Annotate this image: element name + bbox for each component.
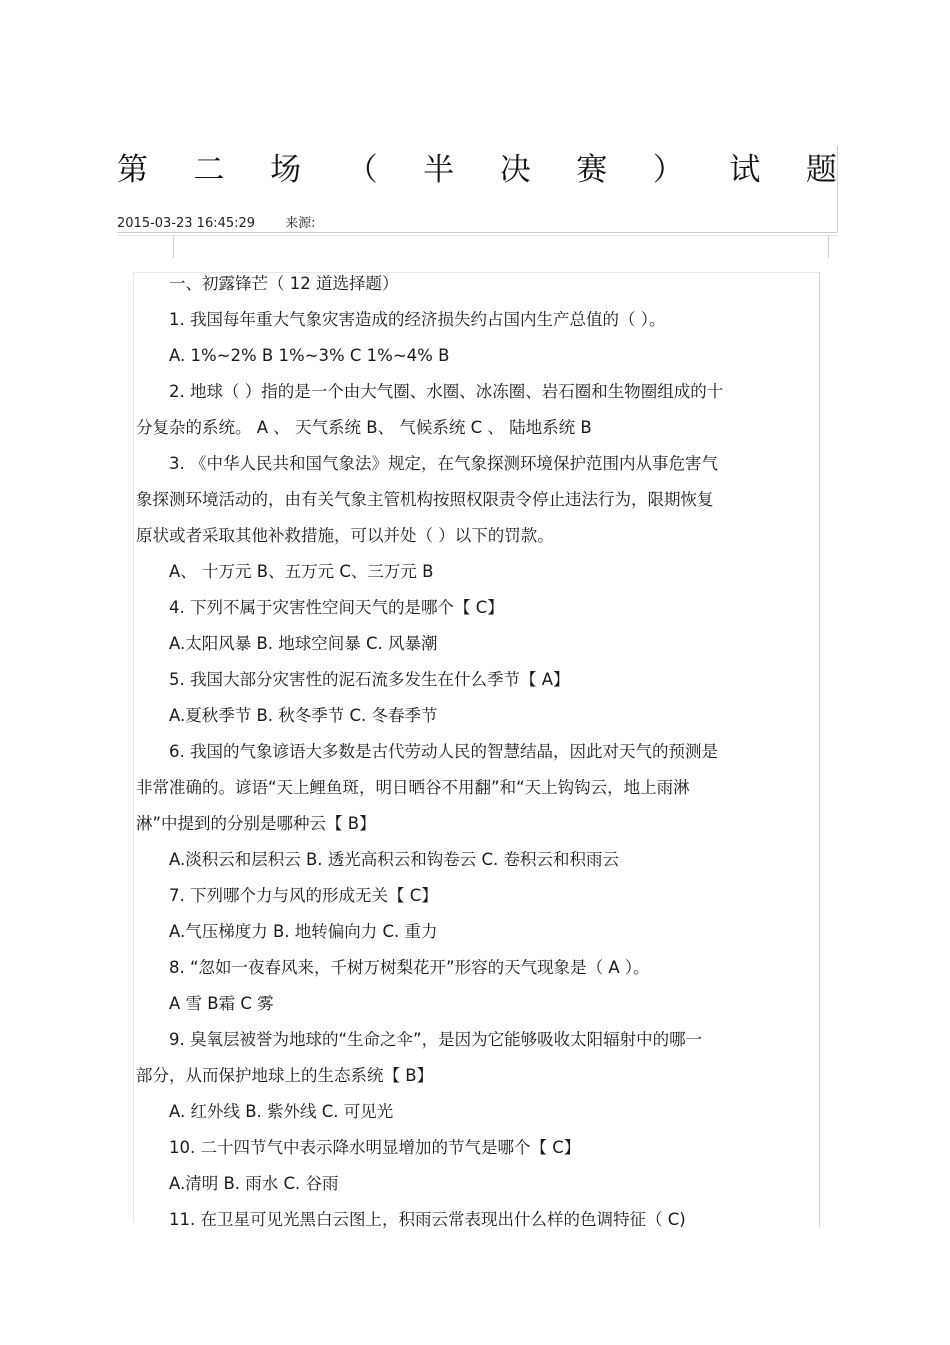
title-char: 二: [193, 151, 225, 188]
content-frame-left: [133, 272, 134, 1222]
text-line: 8. “忽如一夜春风来，千树万树梨花开”形容的天气现象是（ A ）。: [169, 958, 650, 977]
title-char: 决: [499, 151, 531, 188]
text-line: A. 1%~2% B 1%~3% C 1%~4% B: [169, 346, 450, 365]
text-line: 原状或者采取其他补救措施，可以并处（ ）以下的罚款。: [136, 526, 554, 545]
text-line: 6. 我国的气象谚语大多数是古代劳动人民的智慧结晶，因此对天气的预测是: [169, 742, 718, 761]
content-frame-right: [819, 272, 820, 1227]
empty-box-right-border: [828, 236, 829, 258]
text-line: 9. 臭氧层被誉为地球的“生命之伞”，是因为它能够吸收太阳辐射中的哪一: [169, 1030, 703, 1049]
publish-datetime: 2015-03-23 16:45:29: [117, 216, 256, 231]
article-body: [136, 266, 786, 1238]
title-char: 赛: [576, 151, 608, 188]
text-line: A. 红外线 B. 紫外线 C. 可见光: [169, 1102, 394, 1121]
text-line: 分复杂的系统。 A 、 天气系统 B、 气候系统 C 、 陆地系统 B: [136, 418, 592, 437]
meta-divider-secondary: [117, 235, 838, 236]
text-line: 5. 我国大部分灾害性的泥石流多发生在什么季节【 A】: [169, 670, 570, 689]
article-meta: [117, 212, 315, 231]
text-line: 7. 下列哪个力与风的形成无关【 C】: [169, 886, 438, 905]
text-line: 11. 在卫星可见光黑白云图上，积雨云常表现出什么样的色调特征（ C): [169, 1210, 686, 1229]
empty-box-left-border: [173, 236, 174, 258]
title-divider: [837, 146, 838, 232]
text-line: A.淡积云和层积云 B. 透光高积云和钩卷云 C. 卷积云和积雨云: [169, 850, 620, 869]
text-line: A 雪 B霜 C 雾: [169, 994, 274, 1013]
text-line: A、 十万元 B、五万元 C、三万元 B: [169, 562, 434, 581]
text-line: A.清明 B. 雨水 C. 谷雨: [169, 1174, 339, 1193]
text-line: A.太阳风暴 B. 地球空间暴 C. 风暴潮: [169, 634, 438, 653]
title-char: 场: [270, 151, 302, 188]
text-line: 1. 我国每年重大气象灾害造成的经济损失约占国内生产总值的（ ）。: [169, 310, 666, 329]
text-line: 10. 二十四节气中表示降水明显增加的节气是哪个【 C】: [169, 1138, 581, 1157]
meta-divider: [117, 232, 838, 233]
text-line: A.夏秋季节 B. 秋冬季节 C. 冬春季节: [169, 706, 438, 725]
title-char: （: [346, 151, 378, 188]
title-char: 第: [117, 151, 148, 188]
text-line: 3. 《中华人民共和国气象法》规定，在气象探测环境保护范围内从事危害气: [169, 454, 718, 473]
source-label: 来源:: [285, 216, 316, 231]
text-line: 一、初露锋芒（ 12 道选择题）: [169, 274, 399, 293]
text-line: 2. 地球（ ）指的是一个由大气圈、水圈、冰冻圈、岩石圈和生物圈组成的十: [169, 382, 724, 401]
title-char: 题: [805, 151, 837, 188]
text-line: 淋”中提到的分别是哪种云【 B】: [136, 814, 376, 833]
text-line: A.气压梯度力 B. 地转偏向力 C. 重力: [169, 922, 438, 941]
text-line: 部分，从而保护地球上的生态系统【 B】: [136, 1066, 434, 1085]
title-char: 半: [423, 151, 455, 188]
title-char: ）: [652, 151, 684, 188]
title-char: 试: [729, 151, 761, 188]
text-line: 非常准确的。谚语“天上鲤鱼斑，明日晒谷不用翻”和“天上钩钩云，地上雨淋: [136, 778, 690, 797]
text-line: 象探测环境活动的，由有关气象主管机构按照权限责令停止违法行为，限期恢复: [136, 490, 714, 509]
text-line: 4. 下列不属于灾害性空间天气的是哪个【 C】: [169, 598, 504, 617]
page-title: [117, 146, 837, 186]
